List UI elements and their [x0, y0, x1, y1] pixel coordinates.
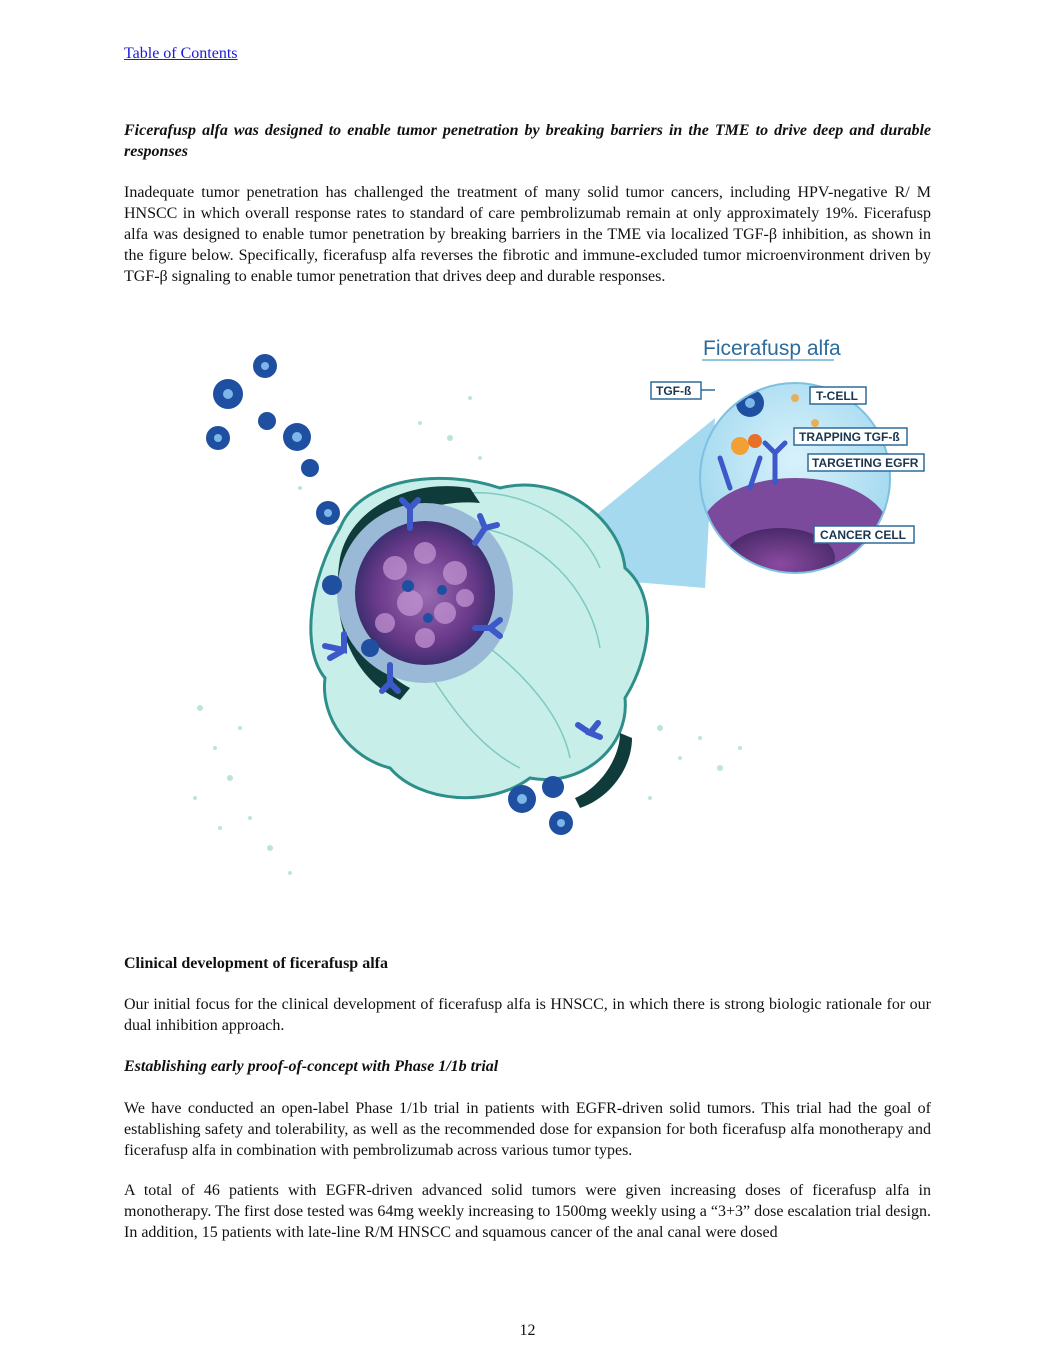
paragraph-phase-trial: We have conducted an open-label Phase 1/1b trial in patients with EGFR-driven solid tumors. This trial had the goal of establishing safety and tolerability, as well as the recommended dose for expansion for both ficerafusp alfa monotherapy and ficerafusp alfa in combination with pembrolizumab across various tumor types.: [124, 1100, 931, 1159]
section-heading-proof-of-concept: Establishing early proof-of-concept with Phase 1/1b trial: [124, 1058, 499, 1075]
page-number: 12: [519, 1322, 536, 1339]
mechanism-figure: [180, 328, 940, 888]
label-cancer-cell: [814, 526, 914, 543]
svg-text:CANCER CELL: CANCER CELL: [820, 528, 906, 542]
paragraph-dose-escalation: A total of 46 patients with EGFR-driven advanced solid tumors were given increasing doses of ficerafusp alfa in monotherapy. The first dose tested was 64mg weekly increasing to 1500mg weekly using a “3+3” dose escalation trial design. In addition, 15 patients with late-line R/M HNSCC and squamous cancer of the anal canal were dosed: [124, 1182, 931, 1241]
svg-text:T-CELL: T-CELL: [816, 389, 858, 403]
figure-title: Ficerafusp alfa: [703, 337, 841, 360]
label-trapping: [794, 428, 907, 445]
svg-text:TGF-ß: TGF-ß: [656, 384, 692, 398]
table-of-contents-link[interactable]: Table of Contents: [124, 45, 238, 62]
section-heading-clinical-development: Clinical development of ficerafusp alfa: [124, 955, 388, 972]
svg-text:TARGETING EGFR: TARGETING EGFR: [812, 456, 919, 470]
mechanism-illustration: [180, 328, 940, 888]
svg-text:TRAPPING TGF-ß: TRAPPING TGF-ß: [799, 430, 900, 444]
label-tgf: [651, 382, 715, 399]
section-heading-tumor-penetration: Ficerafusp alfa was designed to enable tumor penetration by breaking barriers in the TME to drive deep and durable responses: [124, 122, 931, 160]
zoom-detail: [700, 383, 890, 588]
paragraph-clinical-development: Our initial focus for the clinical development of ficerafusp alfa is HNSCC, in which there is strong biologic rationale for our dual inhibition approach.: [124, 996, 931, 1034]
label-t-cell: [810, 387, 866, 404]
paragraph-tumor-penetration: Inadequate tumor penetration has challenged the treatment of many solid tumor cancers, including HPV-negative R/ M HNSCC in which overall response rates to standard of care pembrolizumab remain at only approximately 19%. Ficerafusp alfa was designed to enable tumor penetration by breaking barriers in the TME via localized TGF-β inhibition, as shown in the figure below. Specifically, ficerafusp alfa reverses the fibrotic and immune-excluded tumor microenvironment driven by TGF-β signaling to enable tumor penetration that drives deep and durable responses.: [124, 184, 931, 285]
label-targeting: [808, 454, 924, 471]
